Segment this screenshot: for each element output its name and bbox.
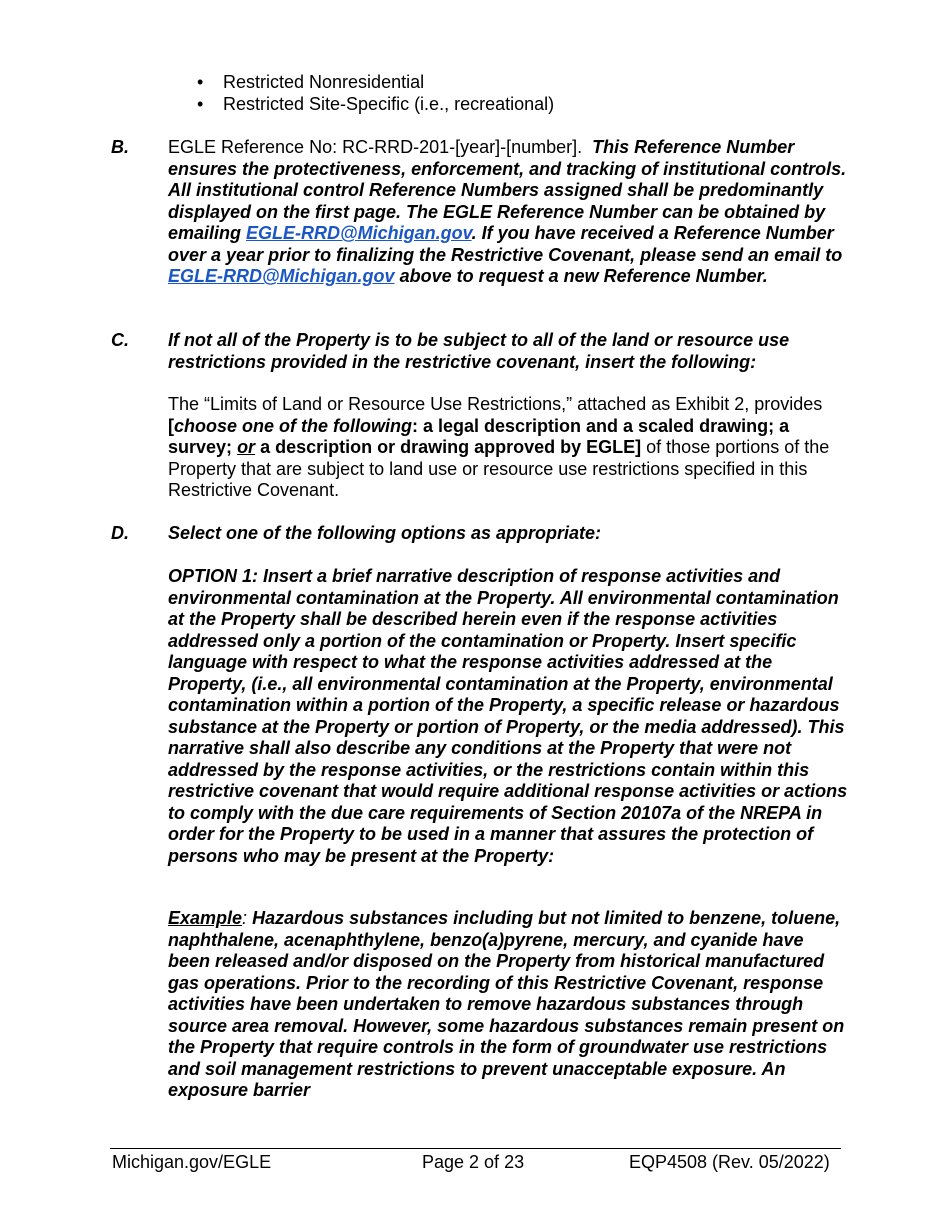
email-link[interactable]: EGLE-RRD@Michigan.gov [246, 223, 472, 243]
section-c [111, 330, 851, 373]
footer-page-number: Page 2 of 23 [422, 1152, 525, 1172]
section-heading: Select one of the following options as appropriate: [168, 523, 602, 543]
section-letter: C. [111, 330, 129, 350]
section-letter: D. [111, 523, 129, 543]
list-item: • Restricted Site-Specific (i.e., recreational) [197, 94, 555, 114]
section-d [111, 523, 851, 545]
section-b-text: EGLE Reference No: RC-RRD-201-[year]-[number]. This Reference Number ensures the protectiveness, enforcement, and tracking of institutional controls. All institutional control Reference Numbers assigned shall be predominantly displayed on the first page. The EGLE Reference Number can be obtained by emailing EGLE-RRD@Michigan.gov. If you have received a Reference Number over a year prior to finalizing the Restrictive Covenant, please send an email to EGLE-RRD@Michigan.gov above to request a new Reference Number. [168, 137, 847, 286]
option-1-text: OPTION 1: Insert a brief narrative description of response activities and environmental contamination at the Property. All environmental contamination at the Property shall be described herein even if the response activities addressed only a portion of the contamination or Property. Insert specific language with respect to what the response activities addressed at the Property, (i.e., all environmental contamination at the Property, environmental contamination within a portion of the Property, a specific release or hazardous substance at the Property or portion of Property, or the media addressed). This narrative shall also describe any conditions at the Property that were not addressed by the response activities, or the restrictions contain within this restrictive covenant that would require additional response activities or actions to comply with the due care requirements of Section 20107a of the NREPA in order for the Property to be used in a manner that assures the protection of persons who may be present at the Property: [168, 566, 848, 866]
example-paragraph: Example: Hazardous substances including but not limited to benzene, toluene, naphthalene, acenaphthylene, benzo(a)pyrene, mercury, and cyanide have been released and/or disposed on the Property from historical manufactured gas operations. Prior to the recording of this Restrictive Covenant, response activities have been undertaken to remove hazardous substances through source area removal. However, some hazardous substances remain present on the Property that require controls in the form of groundwater use restrictions and soil management restrictions to prevent unacceptable exposure. An exposure barrier [168, 908, 845, 1100]
restriction-category-list [197, 71, 554, 115]
email-link[interactable]: EGLE-RRD@Michigan.gov [168, 266, 395, 286]
footer-website: Michigan.gov/EGLE [112, 1152, 272, 1172]
section-c-paragraph: The “Limits of Land or Resource Use Restrictions,” attached as Exhibit 2, provides [choose one of the following: a legal description and a scaled drawing; a survey; or a description or drawing approved by EGLE] of those portions of the Property that are subject to land use or resource use restrictions specified in this Restrictive Covenant. [168, 394, 830, 500]
example-label: Example [168, 908, 243, 928]
section-heading: If not all of the Property is to be subject to all of the land or resource use restrictions provided in the restrictive covenant, insert the following: [168, 330, 790, 372]
footer-form-number: EQP4508 (Rev. 05/2022) [629, 1152, 830, 1172]
bullet-icon: • [197, 72, 204, 92]
section-b [111, 137, 851, 288]
footer-divider [110, 1148, 841, 1149]
option-1 [111, 566, 851, 867]
section-letter: B. [111, 137, 129, 157]
list-item: • Restricted Nonresidential [197, 72, 425, 92]
bullet-icon: • [197, 94, 204, 114]
